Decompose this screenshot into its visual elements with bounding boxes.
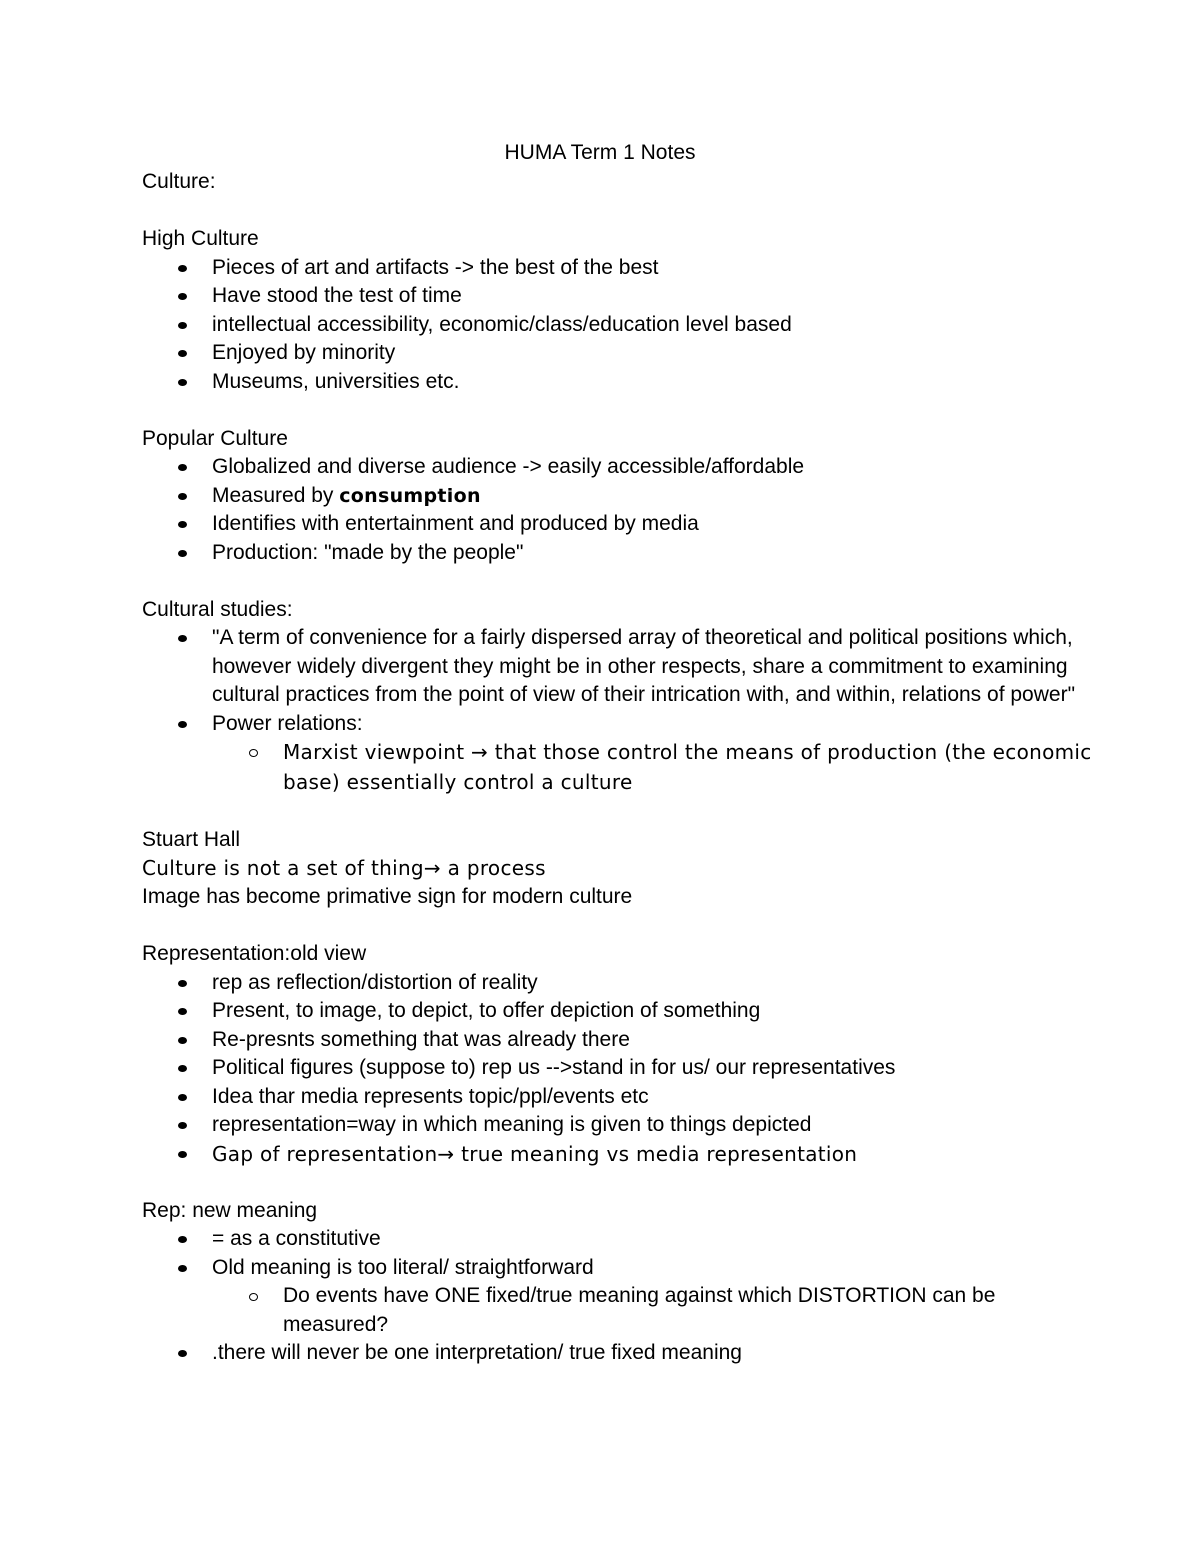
stuart-hall-heading: Stuart Hall [142, 827, 241, 851]
spacer [142, 197, 1102, 226]
list-item: Have stood the test of time [142, 282, 1102, 311]
sub-list-item: Marxist viewpoint → that those control the means of production (the economic base) essentially control a culture [142, 738, 1102, 797]
list-item: Globalized and diverse audience -> easily accessible/affordable [142, 453, 1102, 482]
list-item: intellectual accessibility, economic/class/education level based [142, 311, 1102, 340]
list-item: Pieces of art and artifacts -> the best of the best [142, 254, 1102, 283]
list-item [142, 482, 1102, 511]
list-item: Production: "made by the people" [142, 539, 1102, 568]
popular-culture-heading: Popular Culture [142, 426, 288, 450]
rep-new-heading: Rep: new meaning [142, 1198, 318, 1222]
list-item: rep as reflection/distortion of reality [142, 969, 1102, 998]
list-item: Gap of representation→ true meaning vs media representation [142, 1140, 1102, 1169]
popular-culture-list [142, 453, 1102, 567]
spacer [142, 567, 1102, 596]
notes-body [142, 168, 1102, 1368]
sub-list-item: Do events have ONE fixed/true meaning against which DISTORTION can be measured? [142, 1282, 1102, 1339]
spacer [142, 797, 1102, 826]
representation-old-heading: Representation:old view [142, 942, 367, 965]
stuart-hall-line: Image has become primative sign for modern culture [142, 885, 633, 908]
list-item: = as a constitutive [142, 1225, 1102, 1254]
high-culture-list [142, 254, 1102, 397]
cultural-studies-heading: Cultural studies: [142, 597, 293, 621]
cultural-studies-list [142, 624, 1102, 797]
spacer [142, 396, 1102, 425]
list-item: Re-presnts something that was already there [142, 1026, 1102, 1055]
spacer [142, 912, 1102, 941]
list-item: Old meaning is too literal/ straightforward [142, 1254, 1102, 1283]
culture-heading: Culture: [142, 170, 216, 193]
list-item: Power relations: [142, 710, 1102, 739]
representation-old-list [142, 969, 1102, 1169]
page-title: HUMA Term 1 Notes [504, 141, 696, 164]
rep-new-list [142, 1225, 1102, 1368]
list-item: .there will never be one interpretation/ true fixed meaning [142, 1339, 1102, 1368]
high-culture-heading: High Culture [142, 227, 259, 250]
list-item: Museums, universities etc. [142, 368, 1102, 397]
list-item: Enjoyed by minority [142, 339, 1102, 368]
list-item: representation=way in which meaning is given to things depicted [142, 1111, 1102, 1140]
bold-term: consumption [339, 484, 481, 507]
list-item: Present, to image, to depict, to offer depiction of something [142, 997, 1102, 1026]
list-item: Identifies with entertainment and produced by media [142, 510, 1102, 539]
list-item: "A term of convenience for a fairly dispersed array of theoretical and political positions which, however widely divergent they might be in other respects, share a commitment to examining cultural practices from the point of view of their intrication with, and within, relations of power" [142, 624, 1102, 710]
spacer [142, 1168, 1102, 1197]
list-item-text: Measured by [212, 483, 340, 507]
stuart-hall-line: Culture is not a set of thing→ a process [142, 856, 546, 880]
list-item: Idea thar media represents topic/ppl/events etc [142, 1083, 1102, 1112]
list-item: Political figures (suppose to) rep us -->stand in for us/ our representatives [142, 1054, 1102, 1083]
